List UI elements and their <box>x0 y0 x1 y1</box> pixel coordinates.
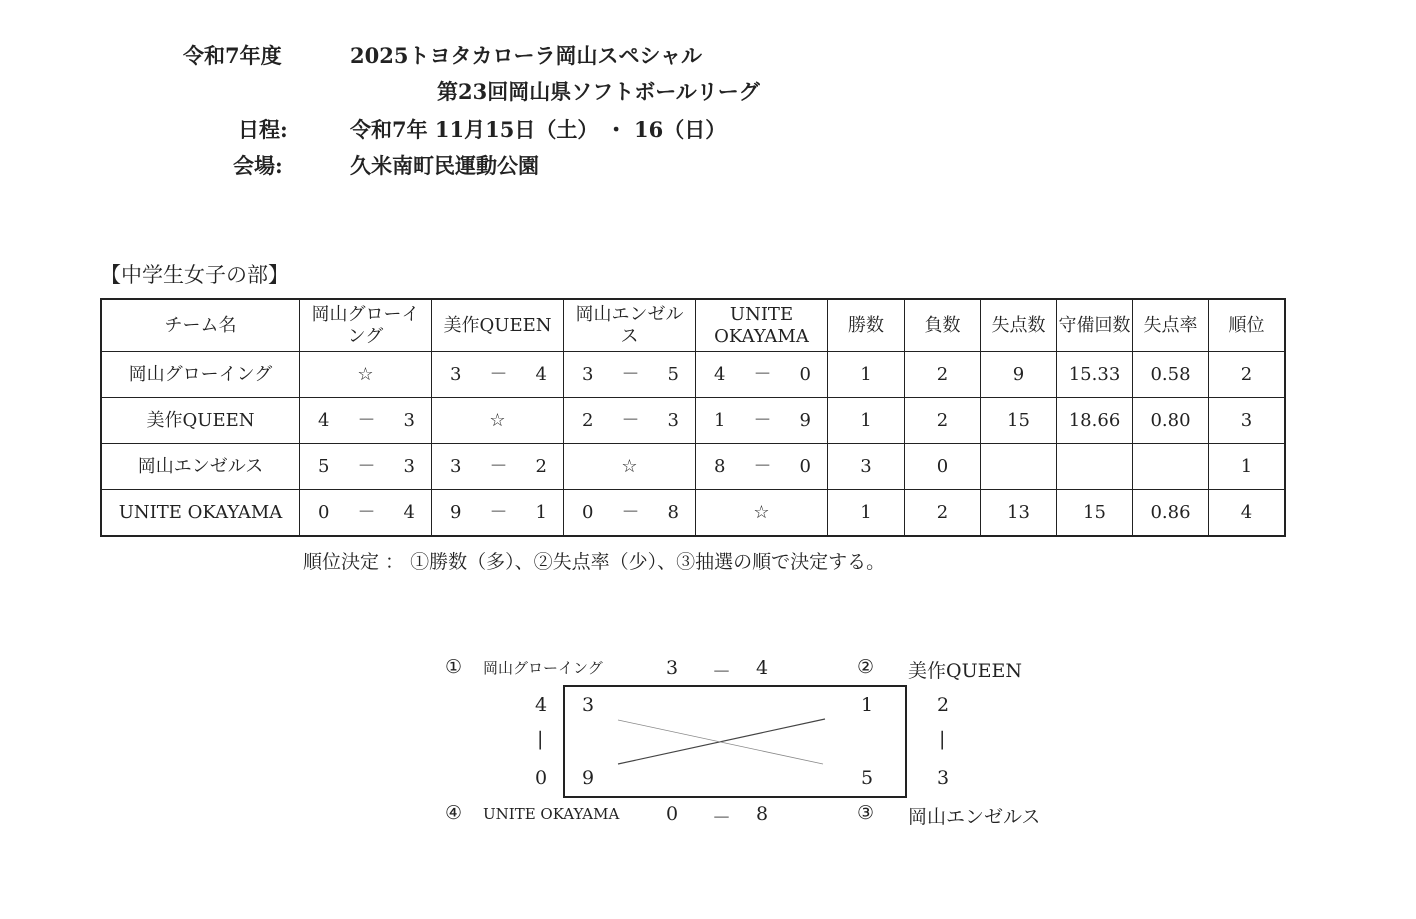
table-row <box>101 444 1285 490</box>
losses-cell: 2 <box>905 398 981 444</box>
header-runs-allowed: 失点数 <box>981 299 1057 352</box>
wins-cell: 1 <box>828 490 905 537</box>
left-score-bottom: 0 <box>535 767 548 789</box>
defense-innings-cell: 15.33 <box>1057 352 1133 398</box>
box-corner-top-left: 3 <box>582 694 595 716</box>
ra-rate-cell: 0.86 <box>1133 490 1209 537</box>
ra-rate-cell <box>1133 444 1209 490</box>
score-cell: 4 － 3 <box>300 398 432 444</box>
bottom-score-dash: － <box>712 807 732 829</box>
box-corner-bottom-right: 5 <box>861 767 874 789</box>
team-3-mark: ③ <box>857 802 875 824</box>
table-row <box>101 352 1285 398</box>
header-opp2: 美作QUEEN <box>432 299 564 352</box>
header-rank: 順位 <box>1209 299 1286 352</box>
team-3-name: 岡山エンゼルス <box>908 806 1041 828</box>
score-cell: 0 － 8 <box>564 490 696 537</box>
team-2-mark: ② <box>857 656 875 678</box>
defense-innings-cell: 15 <box>1057 490 1133 537</box>
score-cell: 3 － 5 <box>564 352 696 398</box>
header-opp3: 岡山エンゼル ス <box>564 299 696 352</box>
team-4-name: UNITE OKAYAMA <box>483 805 620 823</box>
table-header-row <box>101 299 1285 352</box>
losses-cell: 2 <box>905 490 981 537</box>
top-score-b: 4 <box>756 657 769 679</box>
team-name-cell: 岡山グローイング <box>101 352 300 398</box>
top-score-dash: － <box>712 661 732 683</box>
box-corner-top-right: 1 <box>861 694 874 716</box>
table-row <box>101 490 1285 537</box>
team-2-name: 美作QUEEN <box>908 660 1022 682</box>
schedule-value: 令和7年 11月15日（土） ・ 16（日） <box>350 117 727 142</box>
title-line-1: 2025トヨタカローラ岡山スペシャル <box>350 43 703 68</box>
right-score-top: 2 <box>937 694 950 716</box>
ranking-rule-note: 順位決定 ： ①勝数（多）、②失点率（少）、③抽選の順で決定する。 <box>303 551 886 573</box>
rank-cell: 2 <box>1209 352 1286 398</box>
team-name-cell: 美作QUEEN <box>101 398 300 444</box>
team-1-mark: ① <box>445 656 463 678</box>
star-cell: ☆ <box>564 444 696 490</box>
score-cell: 2 － 3 <box>564 398 696 444</box>
bottom-score-a: 0 <box>666 803 679 825</box>
team-name-cell: 岡山エンゼルス <box>101 444 300 490</box>
header-opp4: UNITE OKAYAMA <box>696 299 828 352</box>
header-opp1: 岡山グローイ ング <box>300 299 432 352</box>
box-corner-bottom-left: 9 <box>582 767 595 789</box>
schedule-label: 日程: <box>238 117 288 142</box>
runs-allowed-cell <box>981 444 1057 490</box>
team-1-name: 岡山グローイング <box>483 659 603 677</box>
defense-innings-cell: 18.66 <box>1057 398 1133 444</box>
bottom-score-b: 8 <box>756 803 769 825</box>
header-wins: 勝数 <box>828 299 905 352</box>
runs-allowed-cell: 13 <box>981 490 1057 537</box>
rank-cell: 1 <box>1209 444 1286 490</box>
table-row <box>101 398 1285 444</box>
top-score-a: 3 <box>666 657 679 679</box>
score-cell: 5 － 3 <box>300 444 432 490</box>
wins-cell: 1 <box>828 352 905 398</box>
score-cell: 3 － 4 <box>432 352 564 398</box>
team-4-mark: ④ <box>445 802 463 824</box>
runs-allowed-cell: 9 <box>981 352 1057 398</box>
wins-cell: 3 <box>828 444 905 490</box>
team-name-cell: UNITE OKAYAMA <box>101 490 300 537</box>
header-team: チーム名 <box>101 299 300 352</box>
losses-cell: 2 <box>905 352 981 398</box>
match-cross-lines <box>563 685 907 798</box>
defense-innings-cell <box>1057 444 1133 490</box>
header-defense-innings: 守備回数 <box>1057 299 1133 352</box>
left-score-top: 4 <box>535 694 548 716</box>
score-cell: 9 － 1 <box>432 490 564 537</box>
venue-label: 会場: <box>233 153 283 178</box>
section-title: 【中学生女子の部】 <box>100 263 289 287</box>
ra-rate-cell: 0.58 <box>1133 352 1209 398</box>
right-score-bottom: 3 <box>937 767 950 789</box>
score-cell: 0 － 4 <box>300 490 432 537</box>
ra-rate-cell: 0.80 <box>1133 398 1209 444</box>
star-cell: ☆ <box>432 398 564 444</box>
venue-value: 久米南町民運動公園 <box>350 153 539 178</box>
left-score-bar: | <box>537 728 544 750</box>
score-cell: 4 － 0 <box>696 352 828 398</box>
year-label: 令和7年度 <box>183 43 282 68</box>
wins-cell: 1 <box>828 398 905 444</box>
star-cell: ☆ <box>696 490 828 537</box>
right-score-bar: | <box>939 728 946 750</box>
losses-cell: 0 <box>905 444 981 490</box>
title-line-2: 第23回岡山県ソフトボールリーグ <box>437 79 760 104</box>
header-losses: 負数 <box>905 299 981 352</box>
score-cell: 1 － 9 <box>696 398 828 444</box>
score-cell: 8 － 0 <box>696 444 828 490</box>
results-table <box>100 298 1286 537</box>
rank-cell: 3 <box>1209 398 1286 444</box>
rank-cell: 4 <box>1209 490 1286 537</box>
header-ra-rate: 失点率 <box>1133 299 1209 352</box>
score-cell: 3 － 2 <box>432 444 564 490</box>
star-cell: ☆ <box>300 352 432 398</box>
runs-allowed-cell: 15 <box>981 398 1057 444</box>
